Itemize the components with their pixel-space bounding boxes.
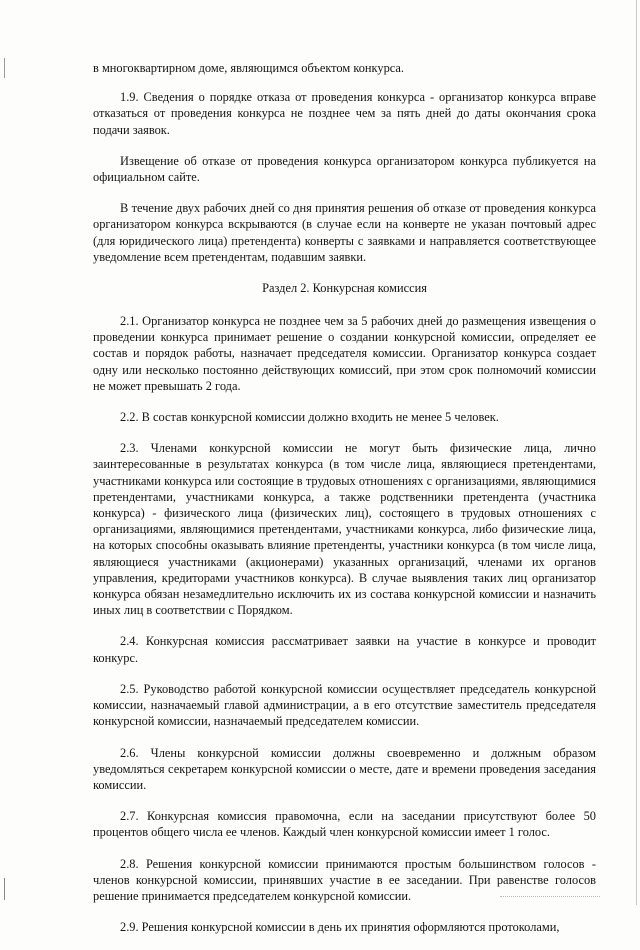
paragraph-2-7: 2.7. Конкурсная комиссия правомочна, если на заседании присутствуют более 50 процентов общего числа ее членов. Каждый член конкурсной комиссии имеет 1 голос. — [93, 809, 596, 840]
scan-edge-line — [636, 0, 637, 905]
scan-edge-mark — [4, 878, 5, 900]
paragraph-2-6: 2.6. Члены конкурсной комиссии должны своевременно и должным образом уведомляться секретарем конкурсной комиссии о месте, дате и времени проведения заседания комиссии. — [93, 745, 596, 792]
paragraph-2-3: 2.3. Членами конкурсной комиссии не могут быть физические лица, лично заинтересованные в результатах конкурса (в том числе лица, являющиеся претендентами, участниками конкурса или состоящие в трудовых отношениях с организациями, являющимися претендентами, участниками конкурса, а также родственники претендента (участника конкурса) - физического лица (физических лиц), состоящего в трудовых отношениях с организациями, являющимися претендентами, участниками конкурса, либо физические лица, на которых способны оказывать влияние претенденты, участники конкурса (в том числе лица, являющиеся участниками (акционерами) указанных организаций, членами их органов управления, кредиторами участников конкурса). В случае выявления таких лиц организатор конкурса обязан незамедлительно исключить их из состава конкурсной комиссии и назначить иных лиц в соответствии с Порядком. — [93, 441, 596, 618]
paragraph-envelopes: В течение двух рабочих дней со дня принятия решения об отказе от проведения конкурса организатором конкурса вскрываются (в случае если на конверте не указан почтовый адрес (для юридического лица) претендента) конверты с заявками и направляется соответствующее уведомление всем претендентам, подавшим заявки. — [93, 201, 596, 264]
paragraph-1-9: 1.9. Сведения о порядке отказа от проведения конкурса - организатор конкурса вправе отказаться от проведения конкурса не позднее чем за пять дней до даты окончания срока подачи заявок. — [93, 90, 596, 137]
paragraph-2-9: 2.9. Решения конкурсной комиссии в день их принятия оформляются протоколами, — [120, 920, 560, 935]
paragraph-continuation: в многоквартирном доме, являющимся объектом конкурса. — [93, 61, 405, 75]
scan-edge-mark — [4, 58, 5, 78]
paragraph-2-4: 2.4. Конкурсная комиссия рассматривает заявки на участие в конкурсе и проводит конкурс. — [93, 634, 596, 665]
paragraph-2-2: 2.2. В состав конкурсной комиссии должно входить не менее 5 человек. — [120, 410, 499, 425]
paragraph-refusal-notice: Извещение об отказе от проведения конкурса организатором конкурса публикуется на официальном сайте. — [93, 153, 596, 185]
document-page — [93, 60, 596, 950]
paragraph-2-8: 2.8. Решения конкурсной комиссии принимаются простым большинством голосов - членов конкурсной комиссии, принявших участие в ее заседании. При равенстве голосов решение принимается председателем конкурсной комиссии. — [93, 856, 596, 903]
section-heading: Раздел 2. Конкурсная комиссия — [262, 281, 427, 296]
paragraph-2-5: 2.5. Руководство работой конкурсной комиссии осуществляет председатель конкурсной комиссии, назначаемый главой администрации, а в его отсутствие заместитель председателя конкурсной комиссии, назначаемый председателем комиссии. — [93, 681, 596, 729]
paragraph-2-1: 2.1. Организатор конкурса не позднее чем за 5 рабочих дней до размещения извещения о проведении конкурса принимает решение о создании конкурсной комиссии, определяет ее состав и порядок работы, назначает председателя комиссии. Организатор конкурса создает одну или несколько постоянно действующих комиссий, при этом срок полномочий комиссии не может превышать 2 года. — [93, 314, 596, 393]
